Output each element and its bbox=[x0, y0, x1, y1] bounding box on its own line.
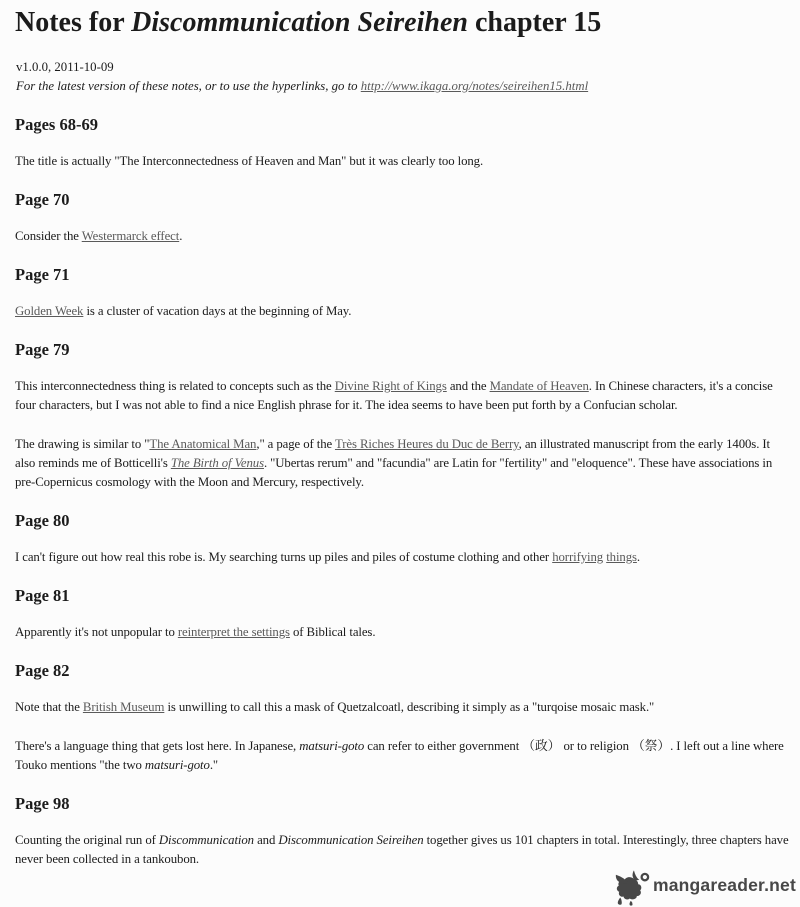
text-run: For the latest version of these notes, or to use the hyperlinks, go to bbox=[16, 79, 361, 93]
hyperlink[interactable]: Très Riches Heures du Duc de Berry bbox=[334, 437, 519, 451]
hyperlink[interactable]: The Anatomical Man bbox=[149, 437, 257, 451]
section-paragraph bbox=[15, 698, 790, 717]
section-page-98 bbox=[15, 795, 790, 869]
hyperlink[interactable]: Westermarck effect bbox=[81, 229, 180, 243]
section-pages-68-69 bbox=[15, 116, 790, 171]
text-run: is a cluster of vacation days at the beginning of May. bbox=[83, 304, 352, 318]
version-text: v1.0.0, 2011-10-09 bbox=[16, 60, 114, 74]
text-run: Discommunication bbox=[158, 833, 254, 847]
section-page-81 bbox=[15, 587, 790, 642]
text-run: and bbox=[253, 833, 279, 847]
text-run: . "Ubertas rerum" and "facundia" are Latin for "fertility" and "eloquence". These have associations in pre-Copernicus cosmology with the Moon and Mercury, respectively. bbox=[15, 456, 773, 489]
text-run: There's a language thing that gets lost here. In Japanese, bbox=[15, 739, 300, 753]
text-run: Apparently it's not unpopular to bbox=[15, 625, 178, 639]
hyperlink[interactable]: Divine Right of Kings bbox=[334, 379, 447, 393]
text-run: , an illustrated manuscript from the early 1400s. It also reminds me of Botticelli's bbox=[15, 437, 771, 470]
section-heading: Page 79 bbox=[15, 340, 70, 359]
section-heading: Page 82 bbox=[15, 661, 70, 680]
text-run: and the bbox=[446, 379, 490, 393]
section-paragraph bbox=[15, 623, 790, 642]
section-heading: Page 98 bbox=[15, 794, 70, 813]
section-paragraph bbox=[15, 548, 790, 567]
section-heading: Page 71 bbox=[15, 265, 70, 284]
hyperlink[interactable]: Mandate of Heaven bbox=[489, 379, 589, 393]
hyperlink[interactable]: reinterpret the settings bbox=[177, 625, 290, 639]
section-paragraph bbox=[15, 152, 790, 171]
text-run: is unwilling to call this a mask of Quetzalcoatl, describing it simply as a "turqoise mosaic mask." bbox=[164, 700, 655, 714]
hyperlink[interactable]: The Birth of Venus bbox=[170, 456, 264, 470]
section-paragraph bbox=[15, 227, 790, 246]
hyperlink[interactable]: http://www.ikaga.org/notes/seireihen15.html bbox=[360, 79, 589, 93]
text-run: Note that the bbox=[15, 700, 83, 714]
hyperlink[interactable]: horrifying bbox=[552, 550, 604, 564]
text-run: Consider the bbox=[15, 229, 82, 243]
section-page-70 bbox=[15, 191, 790, 246]
section-heading: Pages 68-69 bbox=[15, 115, 98, 134]
text-run: . In Chinese characters, it's a concise four characters, but I was not able to find a nice English phrase for it. The idea seems to have been put forth by a Confucian scholar. bbox=[15, 379, 773, 412]
text-run: ." bbox=[209, 758, 219, 772]
section-paragraph bbox=[15, 737, 790, 775]
text-run: matsuri-goto bbox=[299, 739, 365, 753]
notes-document bbox=[0, 7, 800, 869]
text-run: This interconnectedness thing is related to concepts such as the bbox=[15, 379, 335, 393]
section-paragraph bbox=[15, 302, 790, 321]
text-run: matsuri-goto bbox=[144, 758, 210, 772]
text-run: . bbox=[636, 550, 640, 564]
section-page-71 bbox=[15, 266, 790, 321]
section-paragraph bbox=[15, 377, 790, 415]
text-run: Notes for bbox=[15, 7, 132, 38]
text-run: The drawing is similar to " bbox=[15, 437, 150, 451]
text-run: The title is actually "The Interconnectedness of Heaven and Man" but it was clearly too long. bbox=[15, 154, 484, 168]
mangareader-logo-icon bbox=[614, 869, 652, 907]
section-heading: Page 80 bbox=[15, 511, 70, 530]
text-run: chapter 15 bbox=[467, 7, 602, 38]
page-title bbox=[15, 7, 790, 38]
section-page-80 bbox=[15, 512, 790, 567]
text-run: I can't figure out how real this robe is. My searching turns up piles and piles of costume clothing and other bbox=[15, 550, 553, 564]
text-run: ," a page of the bbox=[256, 437, 335, 451]
section-paragraph bbox=[15, 435, 790, 492]
section-heading: Page 70 bbox=[15, 190, 70, 209]
text-run: . bbox=[179, 229, 183, 243]
section-page-82 bbox=[15, 662, 790, 775]
hyperlink[interactable]: things bbox=[606, 550, 637, 564]
section-paragraph bbox=[15, 831, 790, 869]
text-run: Discommunication Seireihen bbox=[131, 7, 468, 38]
hyperlink[interactable]: Golden Week bbox=[15, 304, 84, 318]
text-run: together gives us 101 chapters in total. Interestingly, three chapters have never been collected in a tankoubon. bbox=[15, 833, 789, 866]
watermark-text: mangareader.net bbox=[652, 875, 796, 896]
text-run: Counting the original run of bbox=[15, 833, 159, 847]
meta-block bbox=[16, 58, 790, 96]
text-run: of Biblical tales. bbox=[289, 625, 376, 639]
text-run: Discommunication Seireihen bbox=[278, 833, 424, 847]
mangareader-watermark bbox=[614, 869, 796, 903]
section-page-79 bbox=[15, 341, 790, 492]
section-heading: Page 81 bbox=[15, 586, 70, 605]
source-note-line bbox=[16, 77, 790, 96]
text-run: can refer to either government （政） or to religion （祭）. I left out a line where Touko mentions "the two bbox=[15, 739, 784, 772]
hyperlink[interactable]: British Museum bbox=[82, 700, 165, 714]
